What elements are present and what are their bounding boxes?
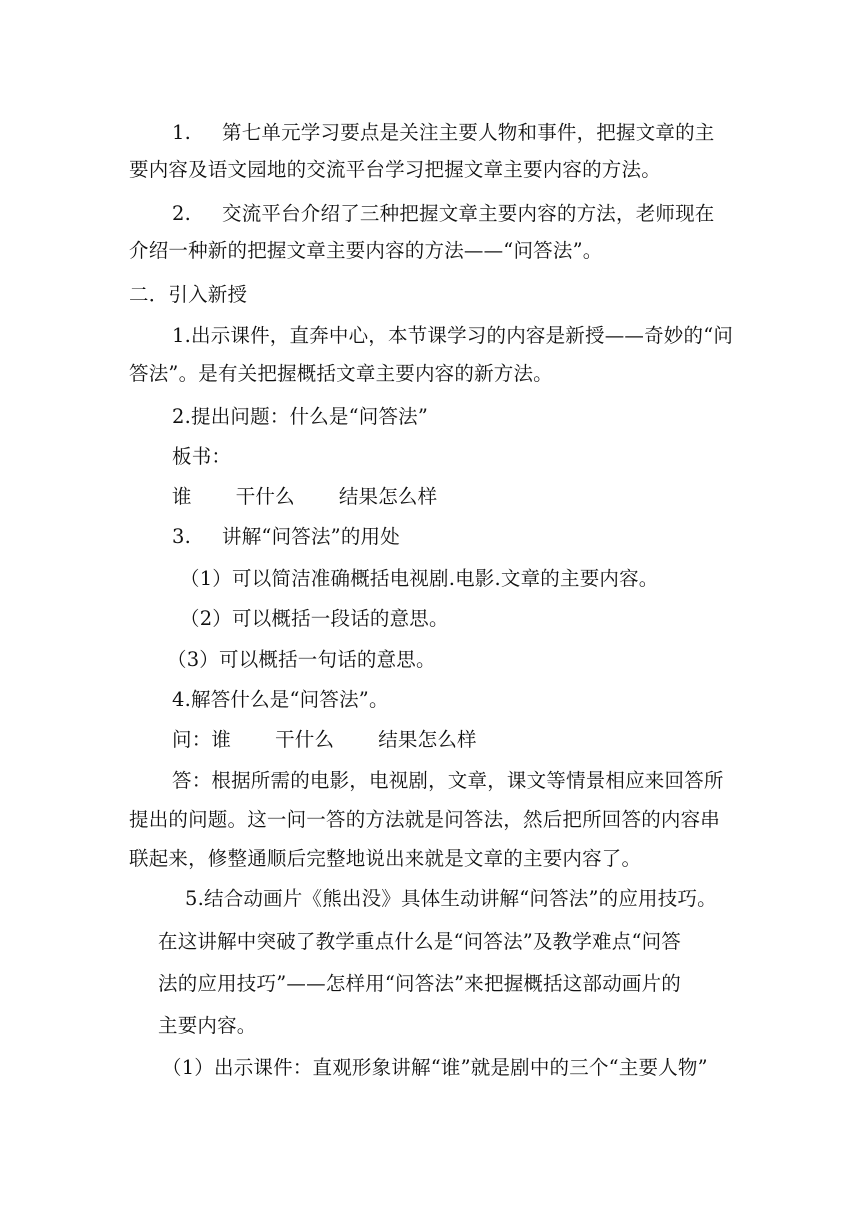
answer-line2: 提出的问题。这一问一答的方法就是问答法，然后把所回答的内容串 (129, 808, 721, 831)
para1-line2: 答法”。是有关把握概括文章主要内容的新方法。 (129, 362, 553, 385)
item1-text: 第七单元学习要点是关注主要人物和事件，把握文章的主 (222, 121, 715, 144)
item1-number: 1. (172, 121, 192, 144)
para1-line1: 1.出示课件，直奔中心，本节课学习的内容是新授——奇妙的“问 (172, 324, 734, 347)
item2-text: 交流平台介绍了三种把握文章主要内容的方法，老师现在 (222, 202, 715, 225)
para5-line4: 主要内容。 (158, 1014, 257, 1037)
section-heading: 二．引入新授 (129, 283, 248, 306)
board-row (172, 484, 437, 510)
board-what: 干什么 (235, 485, 295, 508)
para5-line2: 在这讲解中突破了教学重点什么是“问答法”及教学难点“问答 (158, 930, 682, 953)
item1-line2: 要内容及语文园地的交流平台学习把握文章主要内容的方法。 (129, 158, 661, 181)
para5-sub1: （1）出示课件：直观形象讲解“谁”就是剧中的三个“主要人物” (162, 1056, 708, 1079)
item2-line2: 介绍一种新的把握文章主要内容的方法——“问答法”。 (129, 239, 603, 262)
para4: 4.解答什么是“问答法”。 (172, 688, 389, 711)
para3 (172, 524, 400, 550)
item2-number: 2. (172, 202, 192, 225)
para3-number: 3. (172, 525, 192, 548)
para3-text: 讲解“问答法”的用处 (222, 525, 400, 548)
use-item-2: （2）可以概括一段话的意思。 (180, 607, 449, 630)
question-what: 干什么 (275, 728, 335, 751)
answer-line3: 联起来，修整通顺后完整地说出来就是文章的主要内容了。 (129, 847, 642, 870)
use-item-1: （1）可以简洁准确概括电视剧.电影.文章的主要内容。 (180, 567, 659, 590)
board-result: 结果怎么样 (338, 485, 438, 508)
para5-line3: 法的应用技巧”——怎样用“问答法”来把握概括这部动画片的 (158, 972, 682, 995)
item1-line1 (172, 120, 715, 146)
question-result: 结果怎么样 (378, 728, 477, 751)
board-who: 谁 (172, 485, 192, 508)
question-row (172, 727, 477, 753)
item2-line1 (172, 201, 715, 227)
para5-line1: 5.结合动画片《熊出没》具体生动讲解“问答法”的应用技巧。 (185, 887, 717, 910)
para2: 2.提出问题：什么是“问答法” (172, 405, 429, 428)
board-label: 板书： (172, 445, 232, 468)
use-item-3: （3）可以概括一句话的意思。 (167, 648, 436, 671)
question-who: 问：谁 (172, 728, 232, 751)
answer-line1: 答：根据所需的电影，电视剧，文章，课文等情景相应来回答所 (172, 769, 724, 792)
